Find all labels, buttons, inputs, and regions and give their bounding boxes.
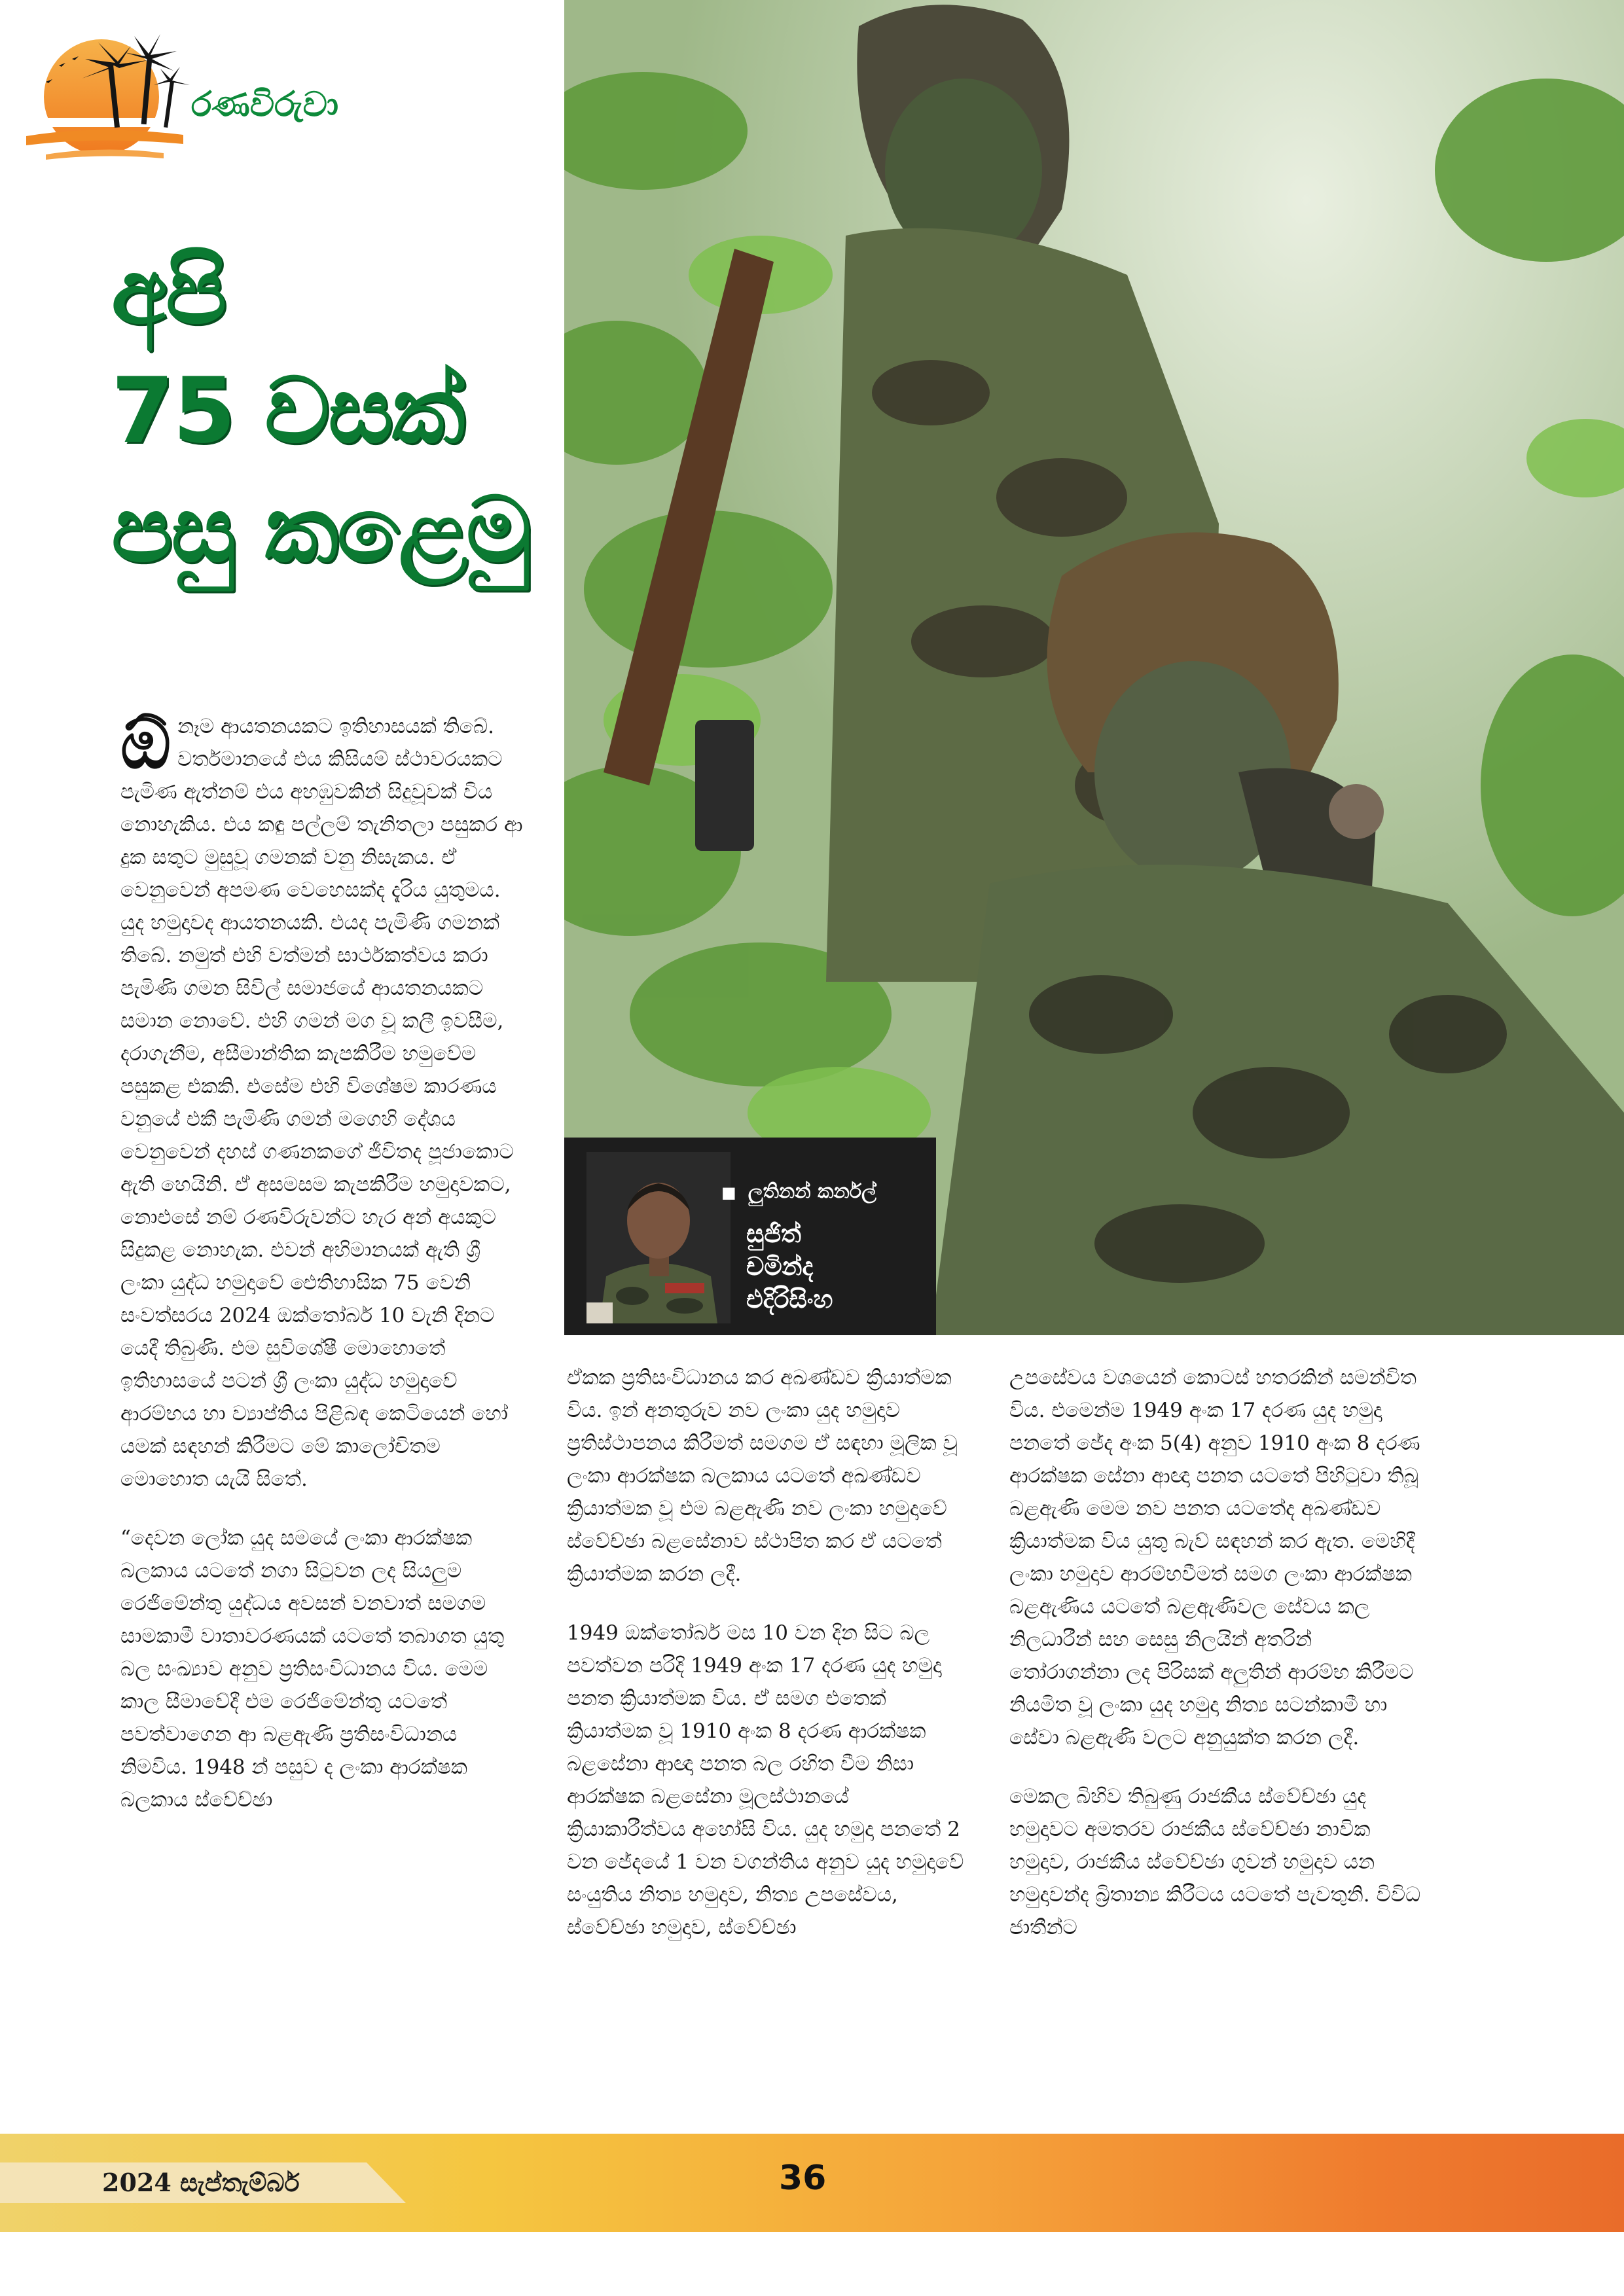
author-portrait bbox=[586, 1152, 731, 1323]
drop-cap: ඕ bbox=[120, 704, 171, 784]
article-headline bbox=[111, 232, 556, 590]
paragraph: මෙකල බිහිව තිබුණු රාජකීය ස්වේච්ඡා යුද හමුදාවට අමතරව රාජකීය ස්වේච්ඡා නාවික හමුදාව, රාජකීය ස්වේච්ඡා ගුවන් හමුදාව යන හමුදාවන්ද බ්‍රිතාන්‍ය කිරීටය යටතේ පැවතුනි. විවිධ ජාතීන්ට bbox=[1009, 1785, 1421, 1939]
paragraph: “දෙවන ලෝක යුද සමයේ ලංකා ආරක්ෂක බලකාය යටතේ නගා සිටුවන ලද සියලුම රෙජිමේන්තු යුද්ධය අවසන් වනවාත් සමගම සාමකාමී වාතාවරණයක් යටතේ තබාගත යුතු බල සංඛ්‍යාව අනුව ප්‍රතිසංවිධානය විය. මෙම කාල සීමාවේදී එම රෙජිමේන්තු යටතේ පවත්වාගෙන ආ බළඇණි ප්‍රතිසංවිධානය නිමවිය. 1948 න් පසුව ද ලංකා ආරක්ෂක බලකාය ස්වේච්ඡා bbox=[120, 1526, 505, 1812]
page-footer bbox=[0, 2134, 1624, 2232]
paragraph: 1949 ඔක්තෝබර් මස 10 වන දින සිට බල පවත්වන පරිදි 1949 අංක 17 දරණ යුද හමුදා පනත ක්‍රියාත්මක විය. ඒ සමග එතෙක් ක්‍රියාත්මක වූ 1910 අංක 8 දරණ ආරක්ෂක බළසේනා ආඥා පනත බල රහිත වීම නිසා ආරක්ෂක බළසේනා මූලස්ථානයේ ක්‍රියාකාරීත්වය අහෝසි විය. යුද හමුදා පනතේ 2 වන ජේදයේ 1 වන වගන්තිය අනුව යුද හමුදාවේ සංයුතිය නිත්‍ය හමුදාව, නිත්‍ය උපසේවය, ස්වේච්ඡා හමුදාව, ස්වේච්ඡා bbox=[567, 1621, 964, 1939]
logo-wordmark: රණවිරුවා bbox=[191, 85, 339, 124]
magazine-logo bbox=[20, 20, 340, 170]
headline-line-3: පසු කළෙමු bbox=[111, 477, 530, 583]
paragraph bbox=[120, 704, 526, 1496]
article-column-1 bbox=[120, 704, 526, 1842]
soldiers-photo bbox=[564, 0, 1624, 1335]
headline-line-2: 75 වසක් bbox=[111, 358, 464, 463]
camouflaged-soldiers-image bbox=[564, 0, 1624, 1335]
paragraph: උපසේවය වශයෙන් කොටස් හතරකින් සමන්විත විය. එමෙන්ම 1949 අංක 17 දරණ යුද හමුදා පනතේ ජේද අංක 5(4) අනුව 1910 අංක 8 දරණ ආරක්ෂක සේනා ආඥා පනත යටතේ පිහිටුවා තිබූ බළඇණි මෙම නව පනත යටතේද අඛණ්ඩව ක්‍රියාත්මක විය යුතු බැව් සඳහන් කර ඇත. මෙහිදී ලංකා හමුදාව ආරම්භවීමත් සමග ලංකා ආරක්ෂක බළඇණිය යටතේ බළඇණිවල සේවය කල නිලධාරීන් සහ සෙසු නිලයින් අතරින් තෝරාගන්නා ලද පිරිසක් අලුතින් ආරම්භ කිරීමට නියමිත වූ ලංකා යුද හමුදා නිත්‍ය සටන්කාමී හා සේවා බළඇණි වලට අනුයුක්ත කරන ලදී. bbox=[1009, 1366, 1420, 1749]
author-name-line-1: සුජිත් bbox=[746, 1219, 801, 1248]
issue-date: 2024 සැප්තැම්බර් bbox=[102, 2168, 300, 2197]
headline-line-1: අපි bbox=[111, 239, 226, 344]
author-box bbox=[564, 1138, 936, 1335]
author-name bbox=[746, 1217, 833, 1316]
author-name-line-2: චමින්ද bbox=[746, 1252, 814, 1281]
author-name-line-3: එදිරිසිංහ bbox=[746, 1285, 833, 1314]
article-column-2 bbox=[567, 1361, 973, 1970]
paragraph-text: නෑම ආයතනයකට ඉතිහාසයක් තිබේ. වර්තමානයේ එය කිසියම් ස්ථාවරයකට පැමිණ ඇත්නම් එය අහඹුවකින් සිදුවූවක් විය නොහැකිය. එය කඳු පල්ලම් තැනිතලා පසුකර ආ දුක සතුට මුසුවූ ගමනක් වනු නිසැකය. ඒ වෙනුවෙන් අපමණ වෙහෙසක්ද දැරිය යුතුමය. යුද හමුදාවද ආයතනයකි. එයද පැමිණි ගමනක් තිබේ. නමුත් එහි වත්මන් සාර්ථකත්වය කරා පැමිණි ගමන සිවිල් සමාජයේ ආයතනයකට සමාන නොවේ. එහි ගමන් මග වූ කලී ඉවසීම, දරාගැනීම, අසීමාන්තික කැපකිරීම හමුවේම පසුකළ එකකි. එසේම එහි විශේෂම කාරණය වනුයේ එකී පැමිණි ගමන් මගෙහි දේශය වෙනුවෙන් දහස් ගණනකගේ ජීවිතද පූජාකොට ඇති හෙයිනි. ඒ අසමසම කැපකිරීම හමුදාවකට, නොඑසේ නම් රණවිරුවන්ට හැර අන් අයකුට සිදුකළ නොහැක. එවන් අභිමානයක් ඇති ශ්‍රී ලංකා යුද්ධ හමුදාවේ ඓතිහාසික 75 වෙනි සංවත්සරය 2024 ඔක්තෝබර් 10 වැනි දිනට යෙදී තිබුණි. එම සුවිශේෂී මොහොතේ ඉතිහාසයේ පටන් ශ්‍රී ලංකා යුද්ධ හමුදාවේ ආරම්භය හා ව්‍යාප්තිය පිළිබඳ කෙටියෙන් හෝ යමක් සඳහන් කිරීමට මේ කාලෝචිතම මොහොත යැයි සිතේ. bbox=[120, 715, 523, 1491]
author-rank: ■ ලුතිනන් කර්නල් bbox=[746, 1180, 876, 1203]
paragraph: ඒකක ප්‍රතිසංවිධානය කර අඛණ්ඩව ක්‍රියාත්මක විය. ඉන් අනතුරුව නව ලංකා යුද හමුදාව ප්‍රතිස්ථාපනය කිරීමත් සමගම ඒ සඳහා මූලික වූ ලංකා ආරක්ෂක බලකාය යටතේ අඛණ්ඩව ක්‍රියාත්මක වූ එම බළඇණි නව ලංකා හමුදාවේ ස්වේච්ඡා බළසේනාව ස්ථාපිත කර ඒ යටතේ ක්‍රියාත්මක කරන ලදී. bbox=[567, 1366, 958, 1586]
page-number: 36 bbox=[779, 2159, 827, 2198]
article-column-3 bbox=[1009, 1361, 1428, 1970]
